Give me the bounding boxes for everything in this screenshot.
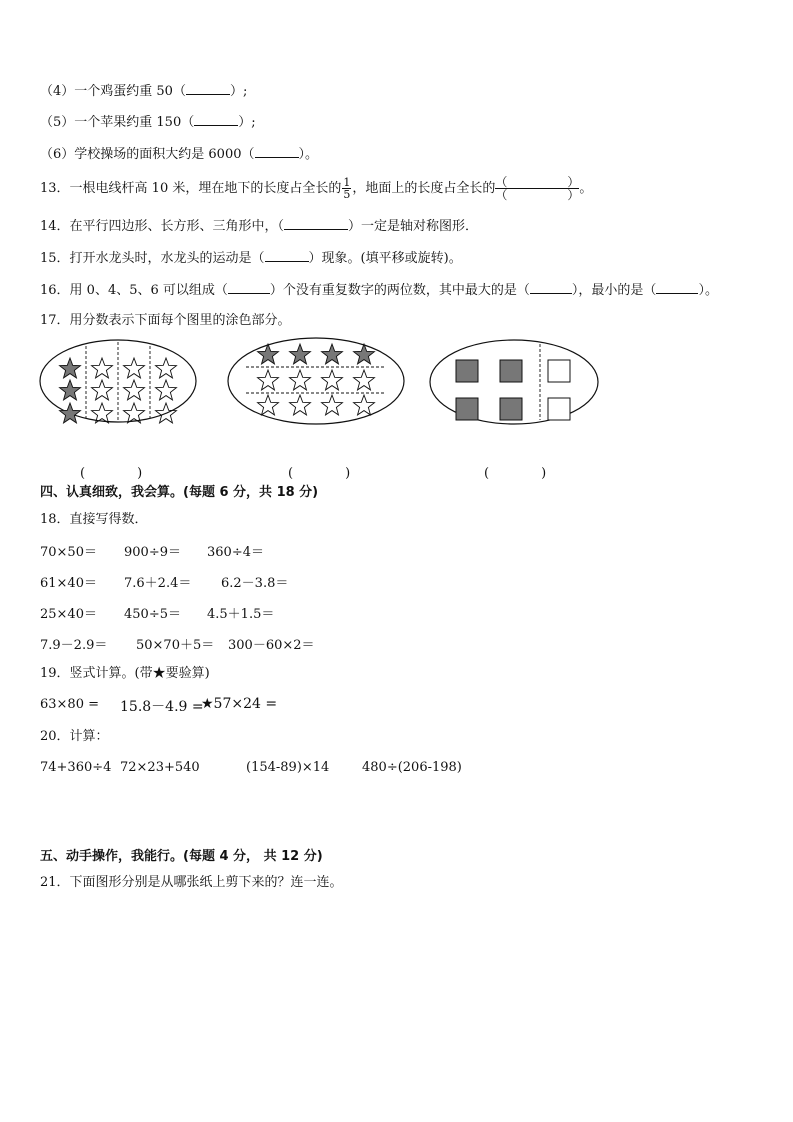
- question-15: 15．打开水龙头时，水龙头的运动是（ ）现象。(填平移或旋转)。: [40, 251, 462, 266]
- square: [548, 398, 570, 420]
- answer-blank[interactable]: [530, 281, 572, 294]
- star-icon: [290, 370, 311, 390]
- calc-expression[interactable]: 480÷(206-198): [362, 760, 462, 775]
- calc-item[interactable]: 450÷5＝: [124, 607, 181, 622]
- answer-blank[interactable]: [284, 217, 348, 230]
- shaded-square: [500, 398, 522, 420]
- figure-stars-4x3: [38, 338, 200, 424]
- calc-expression[interactable]: 72×23+540: [120, 760, 200, 775]
- calc-expression[interactable]: 74+360÷4: [40, 760, 112, 775]
- star-icon: [290, 395, 311, 415]
- vertical-calc-item[interactable]: 63×80 =: [40, 697, 100, 712]
- question-20: 20．计算：: [40, 729, 109, 744]
- star-icon: [92, 380, 113, 400]
- section-5-heading: 五、动手操作，我能行。(每题 4 分， 共 12 分): [40, 849, 323, 864]
- shaded-star-icon: [60, 358, 81, 378]
- star-icon: [322, 395, 343, 415]
- question-13: 13．一根电线杆高 10 米，埋在地下的长度占全长的 $\frac{1}{5}$ ，地面上的长度占全长的 $\frac{( )}{( )}$ 。: [40, 175, 593, 202]
- star-icon: [156, 380, 177, 400]
- shaded-square: [456, 360, 478, 382]
- question-19: 19．竖式计算。(带★要验算): [40, 666, 210, 681]
- star-icon: [354, 370, 375, 390]
- calc-item[interactable]: 360÷4＝: [207, 545, 264, 560]
- q12-item-6: （6）学校操场的面积大约是 6000（ ）。: [40, 147, 319, 162]
- figure-stars-3-rows: [226, 336, 408, 426]
- calc-expression[interactable]: (154-89)×14: [246, 760, 330, 775]
- calc-item[interactable]: 300－60×2＝: [228, 638, 315, 653]
- calc-item[interactable]: 6.2－3.8＝: [221, 576, 289, 591]
- answer-blank[interactable]: [228, 281, 270, 294]
- star-icon: [258, 395, 279, 415]
- answer-fraction[interactable]: $\frac{( )}{( )}$: [495, 175, 580, 202]
- shaded-star-icon: [290, 344, 311, 364]
- shaded-square: [500, 360, 522, 382]
- question-18: 18．直接写得数．: [40, 512, 148, 527]
- section-4-heading: 四、认真细致，我会算。(每题 6 分，共 18 分): [40, 485, 319, 500]
- figure-3-answer[interactable]: ( ): [484, 466, 547, 481]
- shaded-star-icon: [60, 380, 81, 400]
- calc-item[interactable]: 25×40＝: [40, 607, 97, 622]
- vertical-calc-item[interactable]: ★57×24 =: [201, 696, 278, 712]
- shaded-square: [456, 398, 478, 420]
- star-icon: [92, 358, 113, 378]
- fraction-one-fifth: $\frac{1}{5}$: [343, 176, 351, 201]
- calc-item[interactable]: 7.9－2.9＝: [40, 638, 108, 653]
- figure-squares: [428, 338, 602, 426]
- calc-item[interactable]: 61×40＝: [40, 576, 97, 591]
- calc-item[interactable]: 4.5＋1.5＝: [207, 607, 275, 622]
- calc-item[interactable]: 70×50＝: [40, 545, 97, 560]
- vertical-calc-item[interactable]: 15.8－4.9 =: [120, 699, 204, 715]
- question-14: 14．在平行四边形、长方形、三角形中，（ ）一定是轴对称图形．: [40, 219, 479, 234]
- star-icon: [156, 358, 177, 378]
- question-21: 21．下面图形分别是从哪张纸上剪下来的？连一连。: [40, 875, 343, 890]
- calc-item[interactable]: 50×70＋5＝: [136, 638, 215, 653]
- star-icon: [124, 380, 145, 400]
- question-16: 16．用 0、4、5、6 可以组成（ ）个没有重复数字的两位数，其中最大的是（ ），最小的是（ ）。: [40, 283, 718, 298]
- answer-blank[interactable]: [194, 113, 238, 126]
- star-icon: [258, 370, 279, 390]
- answer-blank[interactable]: [186, 82, 230, 95]
- figure-1-answer[interactable]: ( ): [80, 466, 143, 481]
- q12-item-4: （4）一个鸡蛋约重 50（ ）;: [40, 84, 248, 99]
- question-17: 17．用分数表示下面每个图里的涂色部分。: [40, 313, 291, 328]
- square: [548, 360, 570, 382]
- star-icon: [354, 395, 375, 415]
- calc-item[interactable]: 900÷9＝: [124, 545, 181, 560]
- star-icon: [124, 358, 145, 378]
- answer-blank[interactable]: [656, 281, 698, 294]
- star-icon: [322, 370, 343, 390]
- shaded-star-icon: [60, 403, 81, 423]
- calc-item[interactable]: 7.6＋2.4＝: [124, 576, 192, 591]
- shaded-star-icon: [322, 344, 343, 364]
- answer-blank[interactable]: [255, 145, 299, 158]
- q12-item-5: （5）一个苹果约重 150（ ）;: [40, 115, 256, 130]
- figure-2-answer[interactable]: ( ): [288, 466, 351, 481]
- answer-blank[interactable]: [265, 249, 309, 262]
